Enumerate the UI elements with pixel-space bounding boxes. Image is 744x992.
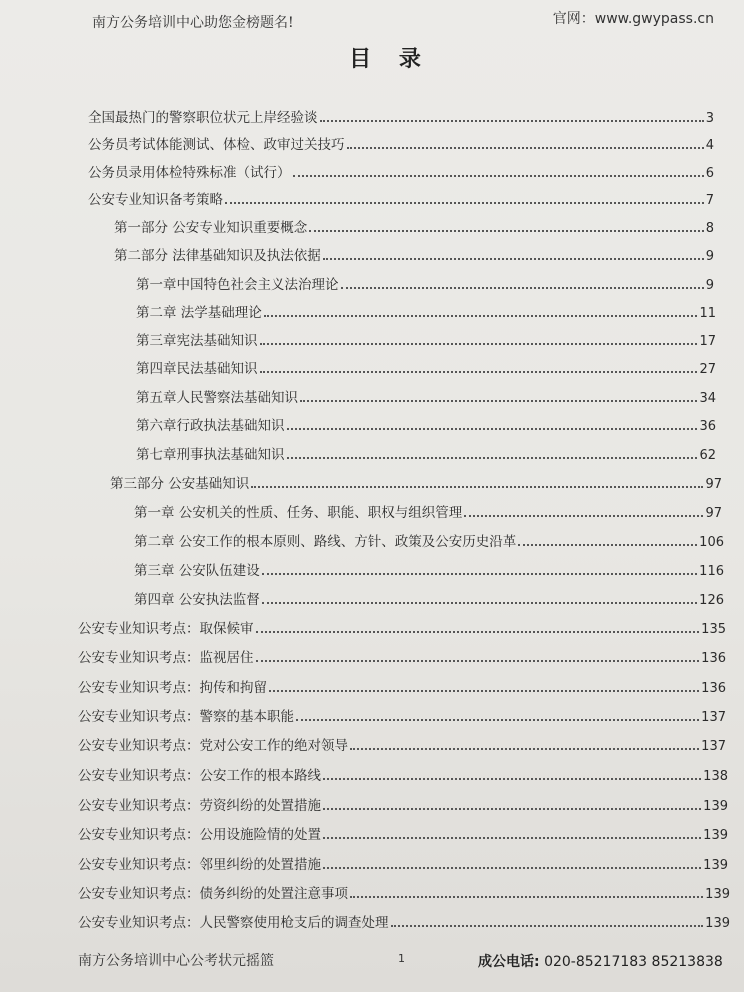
toc-entry-label: 公安专业知识考点：取保候审 <box>78 621 254 637</box>
toc-entry <box>78 703 726 725</box>
toc-entry <box>136 412 716 434</box>
toc-entry-label: 公安专业知识考点：债务纠纷的处置注意事项 <box>78 886 348 902</box>
toc-entry-label: 第三章宪法基础知识 <box>136 333 258 349</box>
toc-entry <box>134 528 724 550</box>
toc-entry <box>134 499 722 521</box>
toc-entry-page: 17 <box>699 334 716 349</box>
toc-entry <box>136 441 716 463</box>
toc-entry <box>110 470 722 492</box>
toc-leader-dots <box>300 400 697 402</box>
toc-entry-label: 第四章 公安执法监督 <box>134 592 260 608</box>
toc-entry-page: 97 <box>705 477 722 492</box>
toc-entry <box>78 762 728 784</box>
toc-entry-label: 公安专业知识考点：拘传和拘留 <box>78 680 267 696</box>
toc-entry-label: 第一章中国特色社会主义法治理论 <box>136 277 339 293</box>
toc-entry-page: 139 <box>703 858 728 873</box>
toc-leader-dots <box>262 573 697 575</box>
toc-entry <box>88 104 714 126</box>
toc-entry-label: 公安专业知识考点：邻里纠纷的处置措施 <box>78 857 321 873</box>
toc-entry-page: 136 <box>701 651 726 666</box>
toc-entry-label: 第一章 公安机关的性质、任务、职能、职权与组织管理 <box>134 505 463 521</box>
toc-entry <box>114 214 714 236</box>
toc-leader-dots <box>350 896 703 898</box>
toc-entry-label: 第五章人民警察法基础知识 <box>136 390 298 406</box>
toc-entry-label: 第一部分 公安专业知识重要概念 <box>114 220 308 236</box>
toc-entry <box>136 299 716 321</box>
toc-leader-dots <box>269 690 699 692</box>
footer-slogan: 南方公务培训中心公考状元摇篮 <box>78 953 274 969</box>
toc-leader-dots <box>320 120 704 122</box>
toc-entry-label: 公安专业知识备考策略 <box>88 192 223 208</box>
toc-leader-dots <box>260 371 698 373</box>
toc-entry-page: 139 <box>705 887 730 902</box>
toc-entry-label: 公安专业知识考点：劳资纠纷的处置措施 <box>78 798 321 814</box>
toc-entry-page: 135 <box>701 622 726 637</box>
toc-entry-label: 第七章刑事执法基础知识 <box>136 447 285 463</box>
footer-contact <box>478 951 723 971</box>
header-website: 官网：www.gwypass.cn <box>552 11 714 27</box>
toc-entry-label: 公安专业知识考点：人民警察使用枪支后的调查处理 <box>78 915 389 931</box>
toc-entry-page: 34 <box>699 391 716 406</box>
toc-entry-label: 第二章 公安工作的根本原则、路线、方针、政策及公安历史沿革 <box>134 534 517 550</box>
toc-entry-label: 公安专业知识考点：党对公安工作的绝对领导 <box>78 738 348 754</box>
toc-leader-dots <box>251 486 703 488</box>
toc-leader-dots <box>347 147 704 149</box>
toc-leader-dots <box>323 837 701 839</box>
toc-entry-label: 第四章民法基础知识 <box>136 361 258 377</box>
toc-entry <box>114 242 714 264</box>
toc-entry-page: 36 <box>699 419 716 434</box>
toc-entry-label: 第二部分 法律基础知识及执法依据 <box>114 248 321 264</box>
toc-entry <box>136 384 716 406</box>
toc-entry-page: 7 <box>705 193 714 208</box>
toc-entry <box>78 909 730 931</box>
toc-entry <box>88 159 714 181</box>
toc-leader-dots <box>464 515 703 517</box>
toc-entry <box>78 851 728 873</box>
toc-entry <box>134 586 724 608</box>
toc-entry-label: 公安专业知识考点：公安工作的根本路线 <box>78 768 321 784</box>
toc-entry <box>88 186 714 208</box>
toc-entry-page: 139 <box>705 916 730 931</box>
toc-leader-dots <box>350 748 699 750</box>
toc-entry-page: 62 <box>699 448 716 463</box>
toc-entry <box>78 821 728 843</box>
toc-entry <box>78 732 726 754</box>
toc-entry <box>88 131 714 153</box>
toc-entry-page: 116 <box>699 564 724 579</box>
toc-entry-page: 137 <box>701 739 726 754</box>
footer-page-number: 1 <box>398 952 405 965</box>
toc-entry <box>136 355 716 377</box>
toc-entry-label: 全国最热门的警察职位状元上岸经验谈 <box>88 110 318 126</box>
toc-entry-page: 138 <box>703 769 728 784</box>
toc-leader-dots <box>323 778 701 780</box>
page-title: 目 录 <box>349 46 431 72</box>
toc-leader-dots <box>287 428 698 430</box>
toc-entry-label: 公安专业知识考点：警察的基本职能 <box>78 709 294 725</box>
toc-entry-page: 139 <box>703 799 728 814</box>
toc-entry-page: 137 <box>701 710 726 725</box>
toc-entry-page: 4 <box>705 138 714 153</box>
toc-leader-dots <box>323 808 701 810</box>
toc-entry <box>78 674 726 696</box>
toc-leader-dots <box>323 867 701 869</box>
toc-entry <box>78 615 726 637</box>
header-slogan: 南方公务培训中心助您金榜题名! <box>92 15 294 31</box>
toc-entry-page: 126 <box>699 593 724 608</box>
toc-entry-label: 第三部分 公安基础知识 <box>110 476 250 492</box>
toc-entry-label: 公务员录用体检特殊标准（试行） <box>88 165 291 181</box>
toc-entry-page: 9 <box>705 278 714 293</box>
toc-entry <box>78 644 726 666</box>
toc-entry-page: 97 <box>705 506 722 521</box>
toc-entry-page: 27 <box>699 362 716 377</box>
toc-entry <box>78 880 730 902</box>
toc-leader-dots <box>293 175 704 177</box>
toc-entry <box>136 327 716 349</box>
footer-phone-label: 成公电话: <box>478 954 540 970</box>
toc-leader-dots <box>323 258 704 260</box>
toc-leader-dots <box>225 202 704 204</box>
toc-entry-label: 第六章行政执法基础知识 <box>136 418 285 434</box>
toc-entry-label: 公务员考试体能测试、体检、政审过关技巧 <box>88 137 345 153</box>
toc-entry <box>78 792 728 814</box>
toc-entry-page: 6 <box>705 166 714 181</box>
toc-entry-label: 公安专业知识考点：监视居住 <box>78 650 254 666</box>
toc-leader-dots <box>287 457 698 459</box>
toc-leader-dots <box>264 315 698 317</box>
toc-leader-dots <box>256 631 700 633</box>
toc-entry-page: 9 <box>705 249 714 264</box>
toc-entry-label: 第二章 法学基础理论 <box>136 305 262 321</box>
toc-entry <box>136 271 714 293</box>
toc-entry <box>134 557 724 579</box>
toc-entry-page: 106 <box>699 535 724 550</box>
toc-leader-dots <box>296 719 699 721</box>
footer-phone-numbers: 020-85217183 85213838 <box>544 954 723 970</box>
toc-entry-page: 11 <box>699 306 716 321</box>
toc-entry-label: 第三章 公安队伍建设 <box>134 563 260 579</box>
toc-leader-dots <box>256 660 700 662</box>
toc-entry-page: 3 <box>705 111 714 126</box>
toc-entry-page: 8 <box>705 221 714 236</box>
toc-entry-page: 139 <box>703 828 728 843</box>
toc-leader-dots <box>341 287 704 289</box>
toc-leader-dots <box>260 343 698 345</box>
toc-leader-dots <box>518 544 697 546</box>
toc-entry-page: 136 <box>701 681 726 696</box>
toc-leader-dots <box>391 925 704 927</box>
toc-entry-label: 公安专业知识考点：公用设施险情的处置 <box>78 827 321 843</box>
toc-leader-dots <box>309 230 703 232</box>
toc-leader-dots <box>262 602 697 604</box>
